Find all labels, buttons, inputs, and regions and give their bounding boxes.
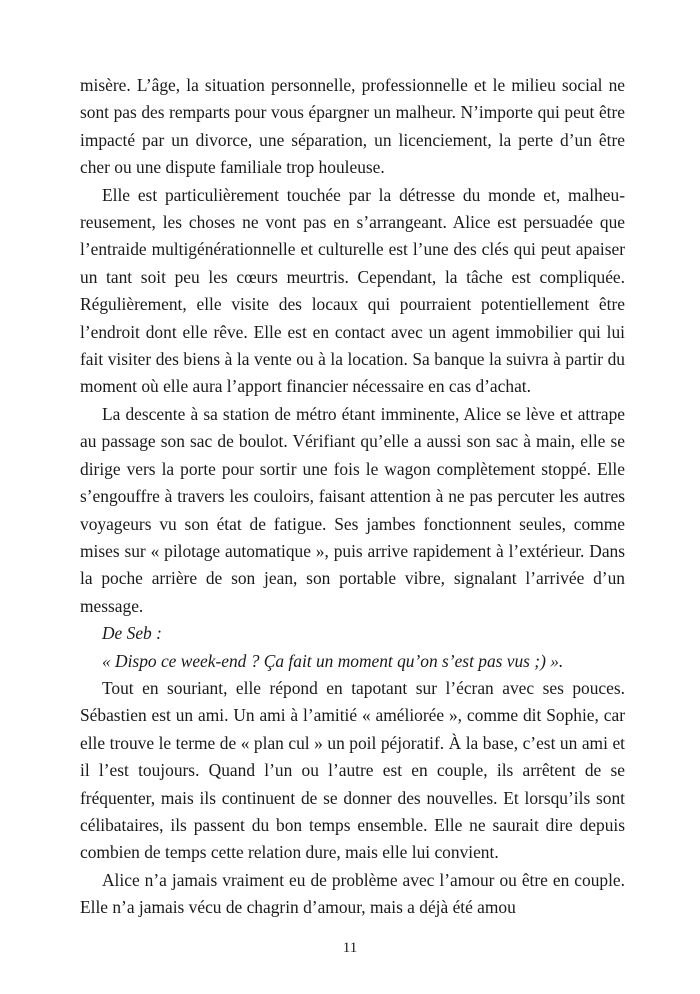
paragraph: La descente à sa station de métro étant imminente, Alice se lève et attrape au passage son sac de boulot. Vérifiant qu’elle a aussi son sac à main, elle se dirige vers la porte pour sortir une fois le wagon complètement stoppé. Elle s’engouffre à travers les couloirs, faisant attention à ne pas percuter les autres voyageurs vu son état de fatigue. Ses jambes fonctionnent seules, comme mises sur « pilotage automatique », puis arrive rapidement à l’extérieur. Dans la poche arrière de son jean, son portable vibre, signalant l’arrivée d’un message. bbox=[80, 403, 625, 616]
paragraph-continuation: misère. L’âge, la situation personnelle, professionnelle et le milieu social ne sont pas des remparts pour vous épargner un malheur. N’importe qui peut être impacté par un divorce, une séparation, un licenciement, la perte d’un être cher ou une dispute familiale trop houleuse. bbox=[80, 75, 625, 178]
message-text: « Dispo ce week-end ? Ça fait un moment qu’on s’est pas vus ;) ». bbox=[102, 650, 564, 671]
paragraph: Tout en souriant, elle répond en tapotant sur l’écran avec ses pouces. Sébastien est un ami. Un ami à l’amitié « améliorée », comme dit Sophie, car elle trouve le terme de « plan cul » un poil péjoratif. À la base, c’est un ami et il l’est toujours. Quand l’un ou l’autre est en couple, ils arrêtent de se fréquenter, mais ils continuent de se donner des nouvelles. Et lorsqu’ils sont célibataires, ils passent du bon temps ensemble. Elle ne saurait dire depuis combien de temps cette relation dure, mais elle lui convient. bbox=[80, 677, 625, 863]
page-number: 11 bbox=[342, 940, 358, 956]
paragraph: Elle est particulièrement touchée par la détresse du monde et, malheureusement, les choses ne vont pas en s’arrangeant. Alice est persuadée que l’entraide multigénérationnelle et culturelle est l’une des clés qui peut apaiser un tant soit peu les cœurs meurtris. Cependant, la tâche est compliquée. Régulièrement, elle visite des locaux qui pourraient potentiellement être l’endroit dont elle rêve. Elle est en contact avec un agent immobilier qui lui fait visiter des biens à la vente ou à la location. Sa banque la suivra à partir du moment où elle aura l’apport financier nécessaire en cas d’achat. bbox=[80, 184, 625, 397]
body-text bbox=[80, 72, 625, 922]
paragraph: Alice n’a jamais vraiment eu de problème avec l’amour ou être en couple. Elle n’a jamais vécu de chagrin d’amour, mais a déjà été amou bbox=[80, 869, 625, 918]
message-sender: De Seb : bbox=[102, 623, 162, 644]
